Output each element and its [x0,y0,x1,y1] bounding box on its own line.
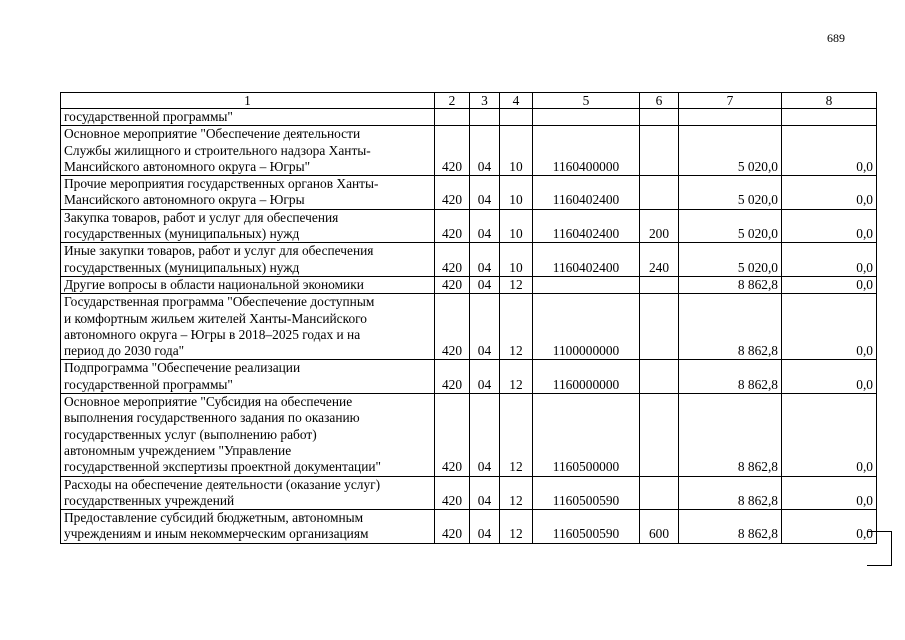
cell-c7: 5 020,0 [679,209,782,243]
cell-c4: 10 [500,176,533,210]
cell-c3: 04 [470,243,500,277]
row-name-line: государственных услуг (выполнению работ) [64,426,317,442]
cell-c8: 0,0 [782,243,877,277]
row-name-cell [61,209,435,243]
cell-c2: 420 [435,476,470,510]
row-name-cell [61,510,435,544]
cell-c4: 10 [500,126,533,176]
cell-c5: 1160500000 [533,394,640,476]
table-row [61,360,877,394]
cell-c8: 0,0 [782,209,877,243]
table-row [61,510,877,544]
row-name-line: Закупка товаров, работ и услуг для обеспечения [64,209,339,225]
row-name-line: государственных учреждений [64,492,235,508]
table-row [61,294,877,360]
row-name-cell [61,476,435,510]
header-cell-2: 2 [435,93,470,109]
cell-c5 [533,276,640,293]
cell-c8: 0,0 [782,360,877,394]
cell-c3: 04 [470,294,500,360]
cell-c4: 12 [500,394,533,476]
cell-c4: 12 [500,294,533,360]
cell-c3: 04 [470,126,500,176]
cell-c6 [640,109,679,126]
cell-c4: 12 [500,360,533,394]
cell-c8: 0,0 [782,126,877,176]
cell-c5: 1160402400 [533,209,640,243]
cell-c7: 5 020,0 [679,243,782,277]
row-name-line: учреждениям и иным некоммерческим организациям [64,526,369,542]
header-cell-3: 3 [470,93,500,109]
cell-c8: 0,0 [782,510,877,544]
cell-c8: 0,0 [782,176,877,210]
cell-c6 [640,276,679,293]
header-cell-5: 5 [533,93,640,109]
cell-c8: 0,0 [782,476,877,510]
table-row [61,209,877,243]
row-name-line: Подпрограмма "Обеспечение реализации [64,360,301,376]
table-row [61,394,877,476]
cell-c5: 1160000000 [533,360,640,394]
cell-c5: 1160402400 [533,243,640,277]
cell-c2: 420 [435,209,470,243]
header-cell-7: 7 [679,93,782,109]
cell-c2: 420 [435,294,470,360]
row-name-cell [61,126,435,176]
cell-c2: 420 [435,510,470,544]
budget-table [60,92,877,544]
cell-c6 [640,126,679,176]
row-name-cell [61,176,435,210]
cell-c2: 420 [435,360,470,394]
row-name-line: автономным учреждением "Управление [64,442,292,458]
cell-c3: 04 [470,276,500,293]
cell-c5 [533,109,640,126]
cell-c4: 12 [500,276,533,293]
cell-c4: 12 [500,476,533,510]
row-name-cell [61,109,435,126]
cell-c6 [640,360,679,394]
cell-c5: 1160402400 [533,176,640,210]
page-number: 689 [827,31,845,45]
cell-c7: 8 862,8 [679,510,782,544]
row-name-line: Службы жилищного и строительного надзора Ханты- [64,142,371,158]
cell-c7: 8 862,8 [679,476,782,510]
row-name-line: Мансийского автономного округа – Югры [64,192,305,208]
row-name-cell [61,360,435,394]
cell-c8: 0,0 [782,276,877,293]
cell-c8 [782,109,877,126]
header-cell-1: 1 [61,93,435,109]
row-name-cell [61,243,435,277]
table-edge-cell [867,531,892,566]
cell-c3: 04 [470,209,500,243]
row-name-line: Предоставление субсидий бюджетным, автономным [64,510,364,526]
cell-c3: 04 [470,176,500,210]
cell-c3: 04 [470,476,500,510]
cell-c6 [640,176,679,210]
cell-c3: 04 [470,360,500,394]
cell-c3: 04 [470,510,500,544]
cell-c6 [640,394,679,476]
header-cell-4: 4 [500,93,533,109]
cell-c6 [640,476,679,510]
cell-c7: 8 862,8 [679,394,782,476]
cell-c3: 04 [470,394,500,476]
row-name-line: период до 2030 года" [64,343,185,359]
row-name-line: Иные закупки товаров, работ и услуг для обеспечения [64,243,374,259]
table-row [61,109,877,126]
cell-c5: 1160400000 [533,126,640,176]
cell-c8: 0,0 [782,294,877,360]
row-name-line: государственной программы" [64,376,233,392]
row-name-cell [61,394,435,476]
cell-c2: 420 [435,394,470,476]
header-cell-8: 8 [782,93,877,109]
cell-c7: 5 020,0 [679,126,782,176]
cell-c7: 8 862,8 [679,360,782,394]
row-name-cell [61,294,435,360]
row-name-line: и комфортным жильем жителей Ханты-Мансийского [64,310,368,326]
cell-c2: 420 [435,276,470,293]
header-row [61,93,877,109]
cell-c2: 420 [435,243,470,277]
cell-c6: 600 [640,510,679,544]
table-row [61,476,877,510]
cell-c6 [640,294,679,360]
cell-c2: 420 [435,176,470,210]
cell-c4: 10 [500,209,533,243]
cell-c7: 8 862,8 [679,294,782,360]
cell-c4: 12 [500,510,533,544]
row-name-line: автономного округа – Югры в 2018–2025 годах и на [64,326,361,342]
row-name-line: Другие вопросы в области национальной экономики [64,276,364,292]
table-row [61,243,877,277]
cell-c4 [500,109,533,126]
cell-c6: 240 [640,243,679,277]
cell-c7: 8 862,8 [679,276,782,293]
cell-c4: 10 [500,243,533,277]
cell-c7 [679,109,782,126]
row-name-line: Государственная программа "Обеспечение доступным [64,294,375,310]
table-row [61,176,877,210]
cell-c3 [470,109,500,126]
table-row [61,126,877,176]
cell-c7: 5 020,0 [679,176,782,210]
cell-c2: 420 [435,126,470,176]
row-name-line: государственных (муниципальных) нужд [64,226,300,242]
header-cell-6: 6 [640,93,679,109]
row-name-line: государственной программы" [64,109,233,124]
row-name-line: государственной экспертизы проектной документации" [64,459,381,475]
row-name-line: Расходы на обеспечение деятельности (оказание услуг) [64,476,381,492]
table-row [61,276,877,293]
row-name-line: Мансийского автономного округа – Югры" [64,158,311,174]
row-name-line: государственных (муниципальных) нужд [64,259,300,275]
row-name-line: Прочие мероприятия государственных органов Ханты- [64,176,379,192]
cell-c6: 200 [640,209,679,243]
row-name-line: Основное мероприятие "Обеспечение деятельности [64,126,361,142]
cell-c8: 0,0 [782,394,877,476]
cell-c5: 1160500590 [533,510,640,544]
cell-c5: 1100000000 [533,294,640,360]
cell-c2 [435,109,470,126]
row-name-line: выполнения государственного задания по оказанию [64,410,360,426]
cell-c5: 1160500590 [533,476,640,510]
row-name-line: Основное мероприятие "Субсидия на обеспечение [64,394,353,410]
row-name-cell [61,276,435,293]
